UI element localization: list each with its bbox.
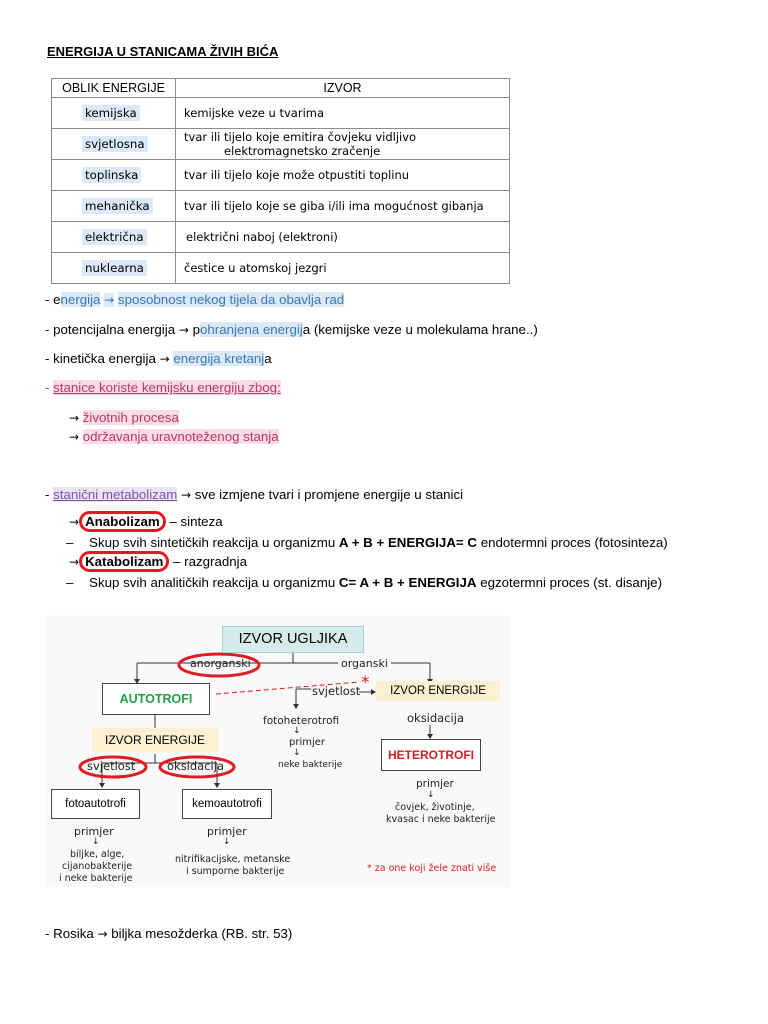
label-oksidacija-left: oksidacija <box>167 759 224 773</box>
right-arrow-icon: → <box>181 488 192 502</box>
label-fotoheterotrofi: fotoheterotrofi <box>263 715 340 727</box>
energy-source: električni naboj (elektroni) <box>176 222 510 253</box>
line-rosika: - Rosika → biljka mesožderka (RB. str. 53) <box>45 926 293 941</box>
carbon-source-diagram <box>46 615 510 887</box>
right-arrow-icon: → <box>159 352 170 366</box>
table-row <box>52 253 510 284</box>
anabolizam-circled: Anabolizam <box>79 511 166 532</box>
line-anabolizam: → Anabolizam – sinteza <box>69 514 223 529</box>
izvor-energije-left-box: IZVOR ENERGIJE <box>92 728 218 752</box>
label-organski: organski <box>338 657 391 670</box>
page-title: ENERGIJA U STANICAMA ŽIVIH BIĆA <box>47 44 279 59</box>
label-primjer-l2: primjer <box>207 825 247 838</box>
energy-form: nuklearna <box>82 260 147 276</box>
label-kemo-example-1: nitrifikacijske, metanske <box>175 854 291 865</box>
right-arrow-icon: → <box>97 927 108 941</box>
kemoautotrofi-box: kemoautotrofi <box>182 789 272 819</box>
energy-source: tvar ili tijelo koje može otpustiti toplinu <box>176 160 510 191</box>
down-arrow-icon: ↓ <box>427 790 435 800</box>
line-metabolizam: - stanični metabolizam → sve izmjene tvari i promjene energije u stanici <box>45 487 464 502</box>
down-arrow-icon: ↓ <box>293 726 301 736</box>
right-arrow-icon: → <box>69 430 80 444</box>
table-header-row <box>52 79 510 98</box>
autotrofi-box: AUTOTROFI <box>102 683 210 715</box>
energy-form: kemijska <box>82 105 140 121</box>
line-kineticka: - kinetička energija → energija kretanja <box>45 351 272 366</box>
label-primjer-right: primjer <box>416 778 454 790</box>
label-anorganski: anorganski <box>190 657 251 670</box>
label-kemo-example-2: i sumporne bakterije <box>186 866 285 877</box>
star-marker: * <box>361 673 370 693</box>
label-foto-example-2: cijanobakterije <box>62 861 133 872</box>
energy-source: kemijske veze u tvarima <box>176 98 510 129</box>
energy-form: električna <box>82 229 147 245</box>
izvor-ugljika-box: IZVOR UGLJIKA <box>222 626 364 653</box>
right-arrow-icon: → <box>178 323 189 337</box>
label-het-example-1: čovjek, životinje, <box>395 802 475 813</box>
line-katabolizam: → Katabolizam – razgradnja <box>69 554 247 569</box>
down-arrow-icon: ↓ <box>293 748 301 758</box>
energy-source-line2: elektromagnetsko zračenje <box>224 144 381 158</box>
energy-form: mehanička <box>82 198 153 214</box>
label-het-example-2: kvasac i neke bakterije <box>386 814 496 825</box>
table-header-form: OBLIK ENERGIJE <box>52 79 176 98</box>
line-zivotnih-procesa: → životnih procesa <box>69 410 179 425</box>
table-header-source: IZVOR <box>176 79 510 98</box>
energy-form: svjetlosna <box>82 136 148 152</box>
fotoautotrofi-box: fotoautotrofi <box>51 789 140 819</box>
table-row <box>52 129 510 160</box>
footnote: * za one koji žele znati više <box>367 863 497 874</box>
right-arrow-icon: → <box>69 515 80 529</box>
line-katabolizam-desc: – Skup svih analitičkih reakcija u organizmu C= A + B + ENERGIJA egzotermni proces (st. disanje) <box>66 575 663 590</box>
label-primjer-mid: primjer <box>289 737 326 748</box>
katabolizam-circled: Katabolizam <box>79 551 169 572</box>
line-stanice-koriste: - stanice koriste kemijsku energiju zbog: <box>45 380 281 395</box>
line-odrzavanja: → održavanja uravnoteženog stanja <box>69 429 279 444</box>
label-neke-bakterije: neke bakterije <box>278 760 343 770</box>
heterotrofi-box: HETEROTROFI <box>381 739 481 771</box>
label-primjer-l1: primjer <box>74 825 114 838</box>
right-arrow-icon: → <box>69 555 80 569</box>
energy-form: toplinska <box>82 167 141 183</box>
table-row <box>52 160 510 191</box>
label-svjetlost-top: svjetlost <box>312 684 361 698</box>
energy-table <box>51 78 510 284</box>
label-foto-example-3: i neke bakterije <box>59 873 133 884</box>
table-row <box>52 191 510 222</box>
line-energija: - energija → sposobnost nekog tijela da obavlja rad <box>45 292 345 307</box>
energy-source: čestice u atomskoj jezgri <box>176 253 510 284</box>
label-oksidacija-right: oksidacija <box>407 711 464 725</box>
right-arrow-icon: → <box>69 411 80 425</box>
energy-source: tvar ili tijelo koje se giba i/ili ima mogućnost gibanja <box>176 191 510 222</box>
line-potencijalna: - potencijalna energija → pohranjena energija (kemijske veze u molekulama hrane..) <box>45 322 538 337</box>
label-foto-example-1: biljke, alge, <box>70 849 125 860</box>
izvor-energije-right-box: IZVOR ENERGIJE <box>376 681 500 701</box>
down-arrow-icon: ↓ <box>223 837 231 847</box>
energy-source: tvar ili tijelo koje emitira čovjeku vidljivo <box>184 130 417 144</box>
table-row <box>52 98 510 129</box>
table-row <box>52 222 510 253</box>
right-arrow-icon: → <box>104 293 115 307</box>
label-svjetlost-left: svjetlost <box>87 759 136 773</box>
line-anabolizam-desc: – Skup svih sintetičkih reakcija u organizmu A + B + ENERGIJA= C endotermni proces (fotosinteza) <box>66 535 668 550</box>
down-arrow-icon: ↓ <box>92 837 100 847</box>
